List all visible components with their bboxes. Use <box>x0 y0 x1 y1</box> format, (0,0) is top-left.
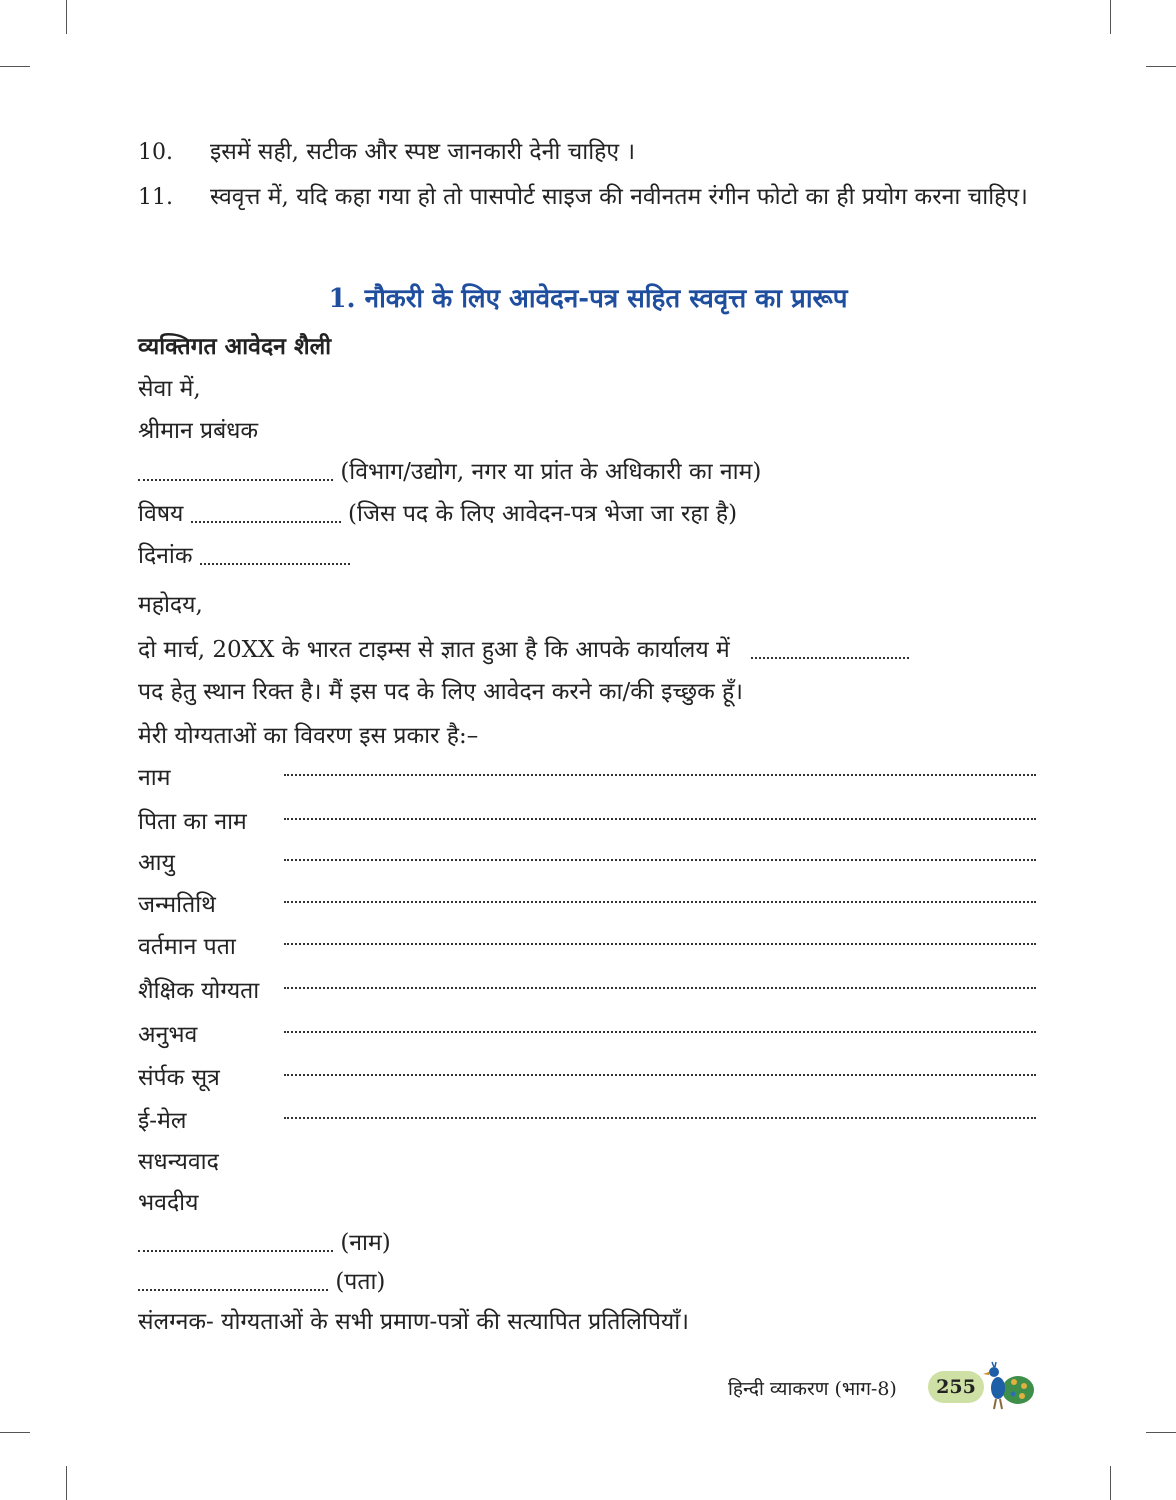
field-label: अनुभव <box>138 1022 198 1048</box>
qualification-intro: मेरी योग्यताओं का विवरण इस प्रकार है:– <box>138 723 479 749</box>
subject-hint: (जिस पद के लिए आवेदन-पत्र भेजा जा रहा है) <box>348 501 738 527</box>
date-label: दिनांक <box>138 543 193 569</box>
point-number: 11. <box>138 185 173 210</box>
enclosure: संलग्नक- योग्यताओं के सभी प्रमाण-पत्रों की सत्यापित प्रतिलिपियाँ। <box>138 1309 689 1335</box>
field-dots <box>284 901 1036 903</box>
peacock-icon <box>978 1360 1036 1412</box>
page-number: 255 <box>928 1371 984 1403</box>
crop-mark <box>1146 66 1176 67</box>
crop-mark <box>1110 1466 1111 1500</box>
point-text: स्ववृत्त में, यदि कहा गया हो तो पासपोर्ट साइज की नवीनतम रंगीन फोटो का ही प्रयोग करना चाहिए। <box>210 184 1028 210</box>
field-label: आयु <box>138 850 175 876</box>
section-title: 1. नौकरी के लिए आवेदन-पत्र सहित स्ववृत्त का प्रारूप <box>328 284 848 314</box>
blank-dots <box>138 465 333 481</box>
crop-mark <box>66 0 67 34</box>
point-text: इसमें सही, सटीक और स्पष्ट जानकारी देनी चाहिए । <box>210 139 636 165</box>
recipient-hint: (विभाग/उद्योग, नगर या प्रांत के अधिकारी का नाम) <box>340 459 762 485</box>
crop-mark <box>1146 1432 1176 1433</box>
field-label: संर्पक सूत्र <box>138 1065 220 1091</box>
blank-dots <box>200 549 350 565</box>
blank-dots <box>138 1236 333 1252</box>
thanks: सधन्यवाद <box>138 1149 219 1175</box>
address-line <box>138 1267 385 1297</box>
body-text: दो मार्च, 20XX के भारत टाइम्स से ज्ञात हुआ है कि आपके कार्यालय में <box>138 637 730 663</box>
field-label: ई-मेल <box>138 1108 187 1134</box>
field-dots <box>284 987 1036 989</box>
field-dots <box>284 1117 1036 1119</box>
field-dots <box>284 859 1036 861</box>
blank-dots <box>138 1275 328 1291</box>
subject-label: विषय <box>138 501 184 527</box>
field-dots <box>284 774 1036 776</box>
crop-mark <box>0 66 30 67</box>
name-hint: (नाम) <box>340 1230 391 1256</box>
blank-dots <box>751 643 909 659</box>
recipient-line <box>138 457 761 487</box>
field-dots <box>284 1074 1036 1076</box>
greeting: महोदय, <box>138 592 203 618</box>
subject-line <box>138 499 737 529</box>
name-line <box>138 1228 391 1258</box>
field-label: जन्मतिथि <box>138 892 216 918</box>
field-label: वर्तमान पता <box>138 934 236 960</box>
recipient: श्रीमान प्रबंधक <box>138 418 259 444</box>
field-dots <box>284 818 1036 820</box>
yours: भवदीय <box>138 1190 199 1216</box>
address-hint: (पता) <box>335 1269 386 1295</box>
crop-mark <box>0 1432 30 1433</box>
field-label: नाम <box>138 765 171 791</box>
book-title: हिन्दी व्याकरण (भाग-8) <box>728 1378 897 1400</box>
body-line-2: पद हेतु स्थान रिक्त है। मैं इस पद के लिए आवेदन करने का/की इच्छुक हूँ। <box>138 679 743 705</box>
field-label: शैक्षिक योग्यता <box>138 978 260 1004</box>
date-line <box>138 541 350 571</box>
style-heading: व्यक्तिगत आवेदन शैली <box>138 333 332 360</box>
field-dots <box>284 1031 1036 1033</box>
crop-mark <box>66 1466 67 1500</box>
field-dots <box>284 943 1036 945</box>
point-number: 10. <box>138 140 173 165</box>
blank-dots <box>191 507 341 523</box>
field-label: पिता का नाम <box>138 809 247 835</box>
body-line-1 <box>138 635 909 665</box>
crop-mark <box>1110 0 1111 34</box>
salutation-to: सेवा में, <box>138 376 201 402</box>
